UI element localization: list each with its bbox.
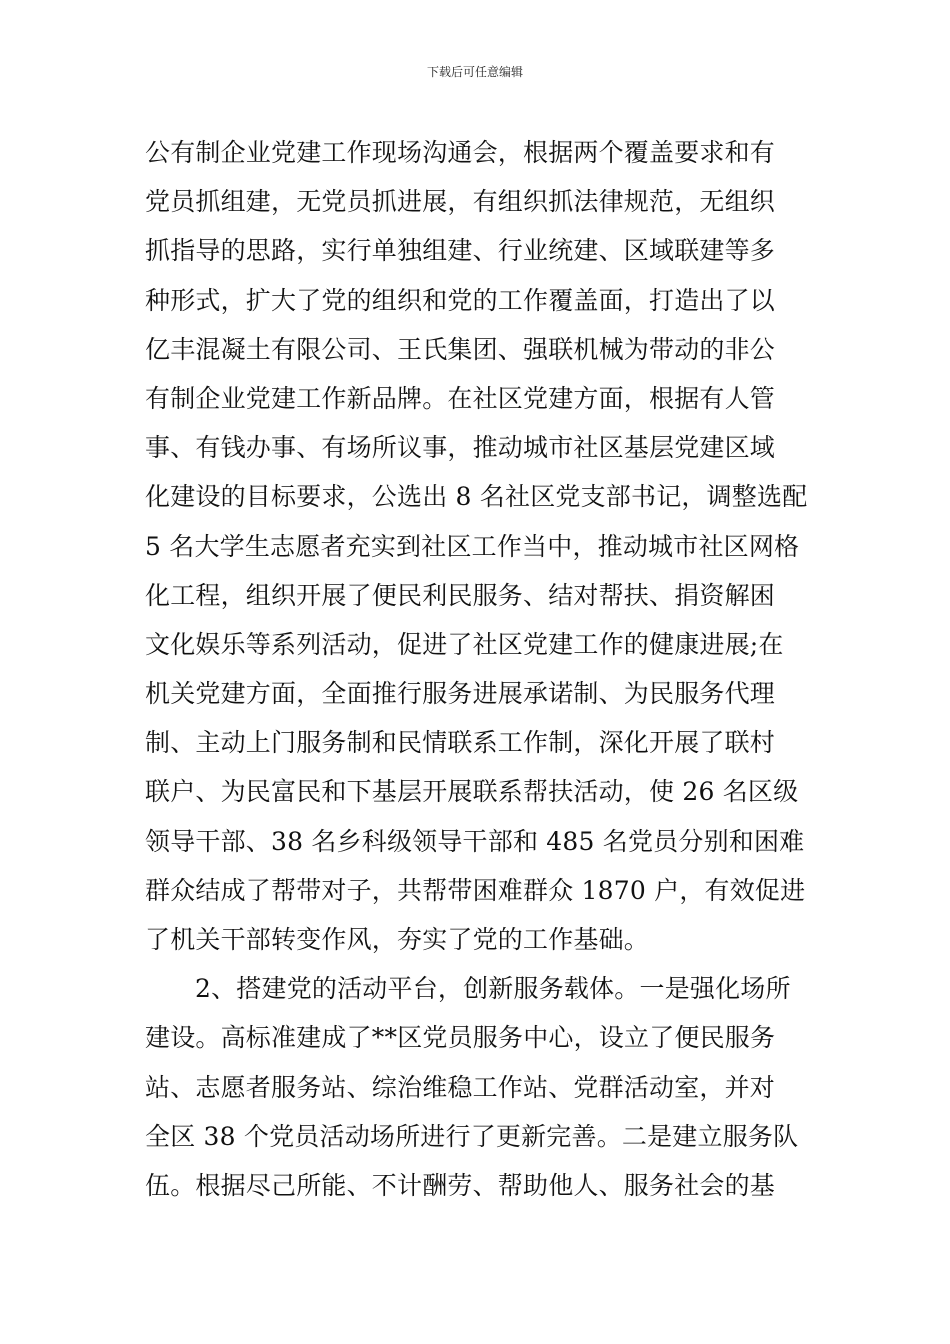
- text-line: 亿丰混凝土有限公司、王氏集团、强联机械为带动的非公: [145, 334, 776, 364]
- document-body: [145, 128, 825, 1210]
- text-line: 文化娱乐等系列活动，促进了社区党建工作的健康进展;在: [145, 629, 784, 659]
- text-line: 全区 38 个党员活动场所进行了更新完善。二是建立服务队: [145, 1121, 799, 1151]
- text-line: 种形式，扩大了党的组织和党的工作覆盖面，打造出了以: [145, 285, 776, 315]
- text-line: 事、有钱办事、有场所议事，推动城市社区基层党建区域: [145, 433, 776, 463]
- page-header: 下载后可任意编辑: [426, 65, 523, 79]
- text-line: 伍。根据尽己所能、不计酬劳、帮助他人、服务社会的基: [145, 1170, 776, 1200]
- text-line: 化工程，组织开展了便民利民服务、结对帮扶、捐资解困: [145, 580, 776, 610]
- paragraph-1: [145, 128, 825, 964]
- text-line: 有制企业党建工作新品牌。在社区党建方面，根据有人管: [145, 383, 776, 413]
- text-line: 5 名大学生志愿者充实到社区工作当中，推动城市社区网格: [145, 531, 800, 561]
- text-line: 机关党建方面，全面推行服务进展承诺制、为民服务代理: [145, 679, 776, 709]
- text-line: 化建设的目标要求，公选出 8 名社区党支部书记，调整选配: [145, 482, 808, 512]
- text-line: 群众结成了帮带对子，共帮带困难群众 1870 户，有效促进: [145, 875, 806, 905]
- text-line: 党员抓组建，无党员抓进展，有组织抓法律规范，无组织: [145, 187, 776, 217]
- text-line: 联户、为民富民和下基层开展联系帮扶活动，使 26 名区级: [145, 777, 799, 807]
- text-line: 建设。高标准建成了**区党员服务中心，设立了便民服务: [145, 1023, 776, 1053]
- text-line: 了机关干部转变作风，夯实了党的工作基础。: [145, 925, 650, 954]
- text-line: 站、志愿者服务站、综治维稳工作站、党群活动室，并对: [145, 1072, 776, 1102]
- text-line: 领导干部、38 名乡科级领导干部和 485 名党员分别和困难: [145, 826, 805, 856]
- paragraph-2: [145, 964, 825, 1210]
- text-line-first-indented: 2、搭建党的活动平台，创新服务载体。一是强化场所: [195, 974, 791, 1004]
- text-line: 公有制企业党建工作现场沟通会，根据两个覆盖要求和有: [145, 138, 776, 167]
- text-line: 制、主动上门服务制和民情联系工作制，深化开展了联村: [145, 728, 776, 758]
- text-line: 抓指导的思路，实行单独组建、行业统建、区域联建等多: [145, 236, 776, 266]
